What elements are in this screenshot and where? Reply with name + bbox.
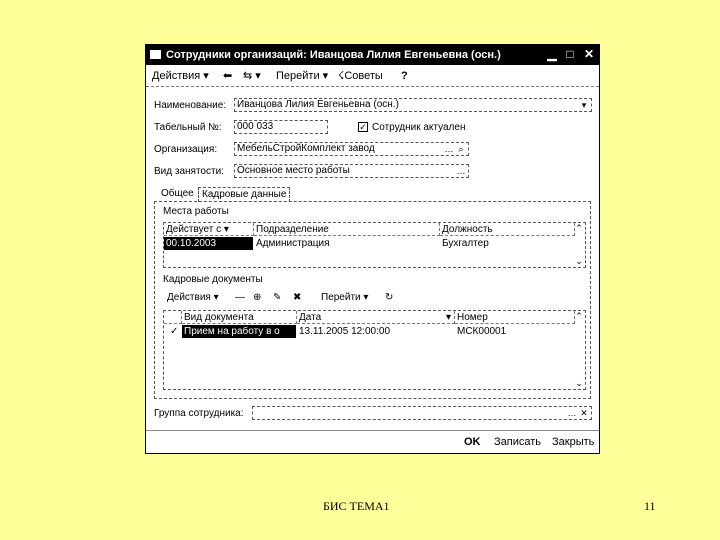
group-label: Группа сотрудника: [154,408,244,419]
scroll-up-icon[interactable]: ⌃ [575,311,583,321]
delete-icon[interactable]: ✖ [293,292,302,303]
docs-goto-menu[interactable]: Перейти ▾ [321,292,369,303]
toolbar [146,66,599,87]
help-button[interactable]: ? [401,70,408,82]
close-button[interactable]: Закрыть [552,436,595,448]
employee-window [145,44,600,454]
emptype-value: Основное место работы [237,165,350,176]
add-copy-icon[interactable]: ⊕ [253,292,262,303]
docs-table[interactable] [163,310,586,390]
goto-label: Перейти [276,70,320,82]
name-field[interactable] [234,98,592,112]
tips-icon: ☇ [338,70,345,82]
column-header[interactable]: Подразделение [254,223,440,236]
column-header[interactable] [297,311,455,324]
actions-menu[interactable]: Действия ▾ [152,70,209,82]
emptype-label: Вид занятости: [154,166,224,177]
ellipsis-icon[interactable]: … [456,166,466,176]
close-icon[interactable]: ✕ [583,47,595,61]
scroll-down-icon[interactable]: ⌄ [575,378,583,388]
tabnum-value: 000 033 [237,121,274,132]
tabnum-label: Табельный №: [154,122,222,133]
table-cell[interactable]: 13.11.2005 12:00:00 [299,326,391,337]
minimize-icon[interactable]: ▁ [547,47,557,61]
actions-label: Действия [152,70,201,82]
header-label: Дата [299,312,322,323]
search-icon[interactable]: ⌕ [458,144,464,154]
refresh-icon[interactable]: ↻ [385,292,394,303]
docs-group-title: Кадровые документы [163,274,263,285]
slide-footer-title: БИС ТЕМА1 [323,499,390,513]
docs-toolbar [163,288,586,308]
table-cell[interactable]: МСК00001 [457,326,507,337]
docs-goto-label: Перейти [321,292,361,303]
workplace-table[interactable] [163,222,586,268]
scroll-up-icon[interactable]: ⌃ [575,223,583,233]
ellipsis-icon[interactable]: … [567,408,577,418]
slide-number: 11 [644,499,656,513]
sort-icon: ▾ [445,312,451,323]
tab-general[interactable]: Общее [161,188,194,199]
window-title: Сотрудники организаций: Иванцова Лилия Евгеньевна (осн.) [166,49,501,61]
tab-hr-data[interactable]: Кадровые данные [198,187,290,202]
column-header[interactable]: Действует с ▾ [164,223,254,236]
tab-panel [154,201,591,399]
table-cell[interactable]: Прием на работу в о [182,325,296,338]
edit-icon[interactable]: ✎ [273,292,282,303]
group-field[interactable] [252,406,592,420]
form-icon [150,50,161,59]
docs-actions-label: Действия [167,292,211,303]
title-bar[interactable] [146,45,599,65]
clear-icon[interactable]: ✕ [580,408,588,418]
table-cell[interactable]: Бухгалтер [442,238,489,249]
column-header[interactable]: Вид документа [182,311,297,324]
table-cell[interactable]: Администрация [256,238,330,249]
name-value: Иванцова Лилия Евгеньевна (осн.) [237,99,399,110]
workplace-group-title: Места работы [163,206,229,217]
tabnum-field[interactable] [234,120,328,134]
dropdown-icon[interactable]: ▾ [581,100,587,110]
maximize-icon[interactable]: □ [566,47,574,61]
button-bar [146,430,599,455]
org-value: МебельСтройКомплект завод [237,143,375,154]
structure-icon[interactable]: ⇆ ▾ [243,70,261,82]
actual-label: Сотрудник актуален [372,122,466,133]
header-label: Действует с [166,224,222,235]
org-field[interactable] [234,142,469,156]
name-label: Наименование: [154,100,227,111]
row-marker-icon: ✓ [170,326,179,337]
add-icon[interactable]: — [235,292,245,303]
org-label: Организация: [154,144,218,155]
column-header[interactable]: Номер [455,311,575,324]
emptype-field[interactable] [234,164,469,178]
column-header[interactable] [164,311,182,324]
ok-button[interactable]: OK [464,436,481,448]
goto-menu[interactable]: Перейти ▾ [276,70,329,82]
scroll-down-icon[interactable]: ⌄ [575,256,583,266]
ellipsis-icon[interactable]: … [444,144,454,154]
back-arrow-icon[interactable]: ⬅ [223,70,233,82]
tips-label: Советы [344,70,383,82]
column-header[interactable]: Должность [440,223,575,236]
table-cell[interactable]: 00.10.2003 [164,237,253,250]
docs-actions-menu[interactable]: Действия ▾ [167,292,219,303]
save-button[interactable]: Записать [494,436,542,448]
actual-checkbox[interactable]: ✓ [359,122,367,132]
tips-button[interactable] [338,66,383,86]
